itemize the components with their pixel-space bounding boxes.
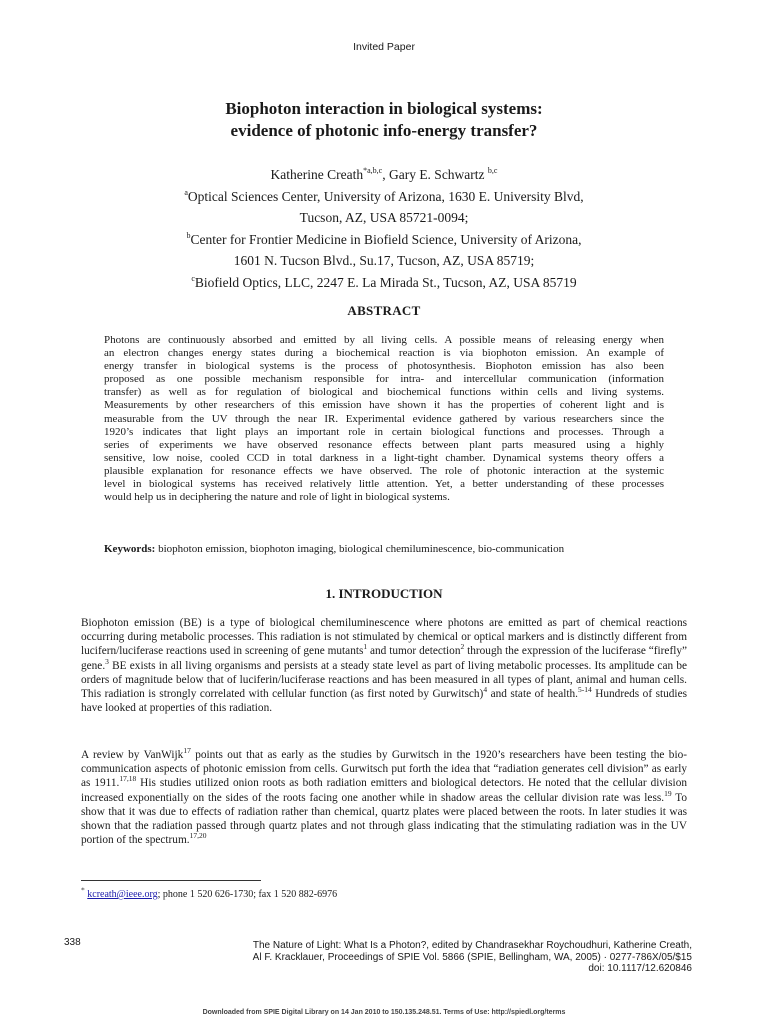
paper-title [0, 98, 768, 142]
keywords-text: biophoton emission, biophoton imaging, biological chemiluminescence, bio-communication [155, 543, 565, 555]
affiliation-c-label: c [191, 273, 195, 283]
affiliation-a [0, 186, 768, 208]
footnote-divider [81, 880, 261, 881]
abstract-line: energy transfer in biological systems is the process of photosynthesis. Biophoton emission has also been [104, 360, 664, 373]
citation-ref: 1 [363, 642, 368, 652]
citation-ref: 17 [183, 746, 191, 756]
citation-ref: 17,18 [119, 774, 137, 784]
page-number: 338 [64, 937, 81, 948]
text-run: Hundreds of studies have looked at properties of this radiation. [81, 688, 687, 715]
citation-ref: 3 [105, 656, 109, 666]
abstract-line: Measurements by other researchers of this emission have shown it has the properties of coherent light and is [104, 399, 664, 412]
text-run: Biophoton emission (BE) is a type of biological chemiluminescence where photons are emitted as part of chemical reactions occurring during metabolic processes. This radiation is not stimulated by chemical or optical markers and is distinctly different from lucifern/luciferase reactions used in screening of gene mutants [81, 617, 687, 658]
citation-line-2: Al F. Kracklauer, Proceedings of SPIE Vol. 5866 (SPIE, Bellingham, WA, 2005) · 0277-786X/05/$15 [252, 951, 692, 963]
text-run: points out that as early as the studies by Gurwitsch in the 1920’s researchers have been testing the bio-communication aspects of photonic emission from cells. Gurwitsch put forth the idea that “radiation generates cell division” as early as 1911. [81, 749, 687, 790]
abstract-line: measurable from the UV through the near IR. Experimental evidence gathered by various researchers since the [104, 412, 664, 425]
affiliation-b-text: Center for Frontier Medicine in Biofield Science, University of Arizona, [190, 231, 582, 247]
affiliation-a-text: Optical Sciences Center, University of Arizona, 1630 E. University Blvd, [187, 188, 584, 204]
text-run: His studies utilized onion roots as both radiation emitters and biological detectors. He noted that the cellular division increased exponentially on the sides of the roots facing one another while in shadow areas the cellular division rate was less. [81, 777, 687, 804]
citation-ref: 5-14 [577, 685, 592, 695]
text-run: BE exists in all living organisms and persists at a steady state level as part of living metabolic processes. Its amplitude can be orders of magnitude below that of luciferin/luciferase reactions and has been measured in all types of plant, animal and human cells. This radiation is strongly correlated with cellular function (as first noted by Gurwitsch) [81, 659, 687, 701]
footnote-contact: ; phone 1 520 626-1730; fax 1 520 882-6976 [157, 889, 338, 900]
affiliation-a-cont: Tucson, AZ, USA 85721-0094; [299, 210, 469, 226]
text-run: and tumor detection [367, 645, 461, 658]
text-run: To show that it was due to effects of radiation rather than chemical, quartz plates were placed between the roots. In later studies it was shown that the radiation passed through quartz plates and not through glass indicating that the stimulating radiation was in the UV portion of the spectrum. [81, 791, 687, 847]
title-line-1: Biophoton interaction in biological systems: [225, 99, 543, 118]
abstract-line: transfer) as well as for regulation of biological and biochemical functions within cells and living systems. [104, 386, 664, 399]
abstract-line: would help us in deciphering the nature and role of light in biological systems. [104, 491, 450, 504]
footnote [81, 885, 338, 900]
abstract-line: an electron changes energy states during a biochemical reaction is via biophoton emission. An example of [104, 347, 664, 360]
proceedings-citation [172, 940, 692, 975]
download-notice: Downloaded from SPIE Digital Library on 14 Jan 2010 to 150.135.248.51. Terms of Use: http://spiedl.org/terms [202, 1009, 566, 1016]
author-block [0, 164, 768, 294]
affiliation-b-label: b [186, 230, 191, 240]
abstract-heading: ABSTRACT [347, 303, 421, 318]
abstract-line: sensitive, low noise, cooled CCD in total darkness in a light-tight chamber. Dynamical systems theory offers a [104, 451, 664, 464]
intro-paragraph-1 [81, 616, 687, 715]
affiliation-c-text: Biofield Optics, LLC, 2247 E. La Mirada St., Tucson, AZ, USA 85719 [194, 274, 577, 290]
text-run: and state of health. [487, 688, 578, 701]
affiliation-a-label: a [184, 187, 188, 197]
affiliation-b-cont: 1601 N. Tucson Blvd., Su.17, Tucson, AZ, USA 85719; [233, 253, 535, 269]
citation-ref: 19 [664, 788, 672, 798]
citation-ref: 4 [483, 685, 488, 695]
author-2: , Gary E. Schwartz [382, 167, 485, 182]
text-run: A review by VanWijk [81, 749, 184, 761]
invited-paper-label: Invited Paper [353, 41, 415, 53]
author-line [0, 164, 768, 186]
citation-doi: doi: 10.1117/12.620846 [588, 963, 692, 975]
title-line-2: evidence of photonic info-energy transfer? [230, 121, 538, 140]
abstract-line: 1920’s indicates that light plays an important role in certain biological functions and processes. Through a [104, 425, 664, 438]
abstract-line: level in biological systems has received relatively little attention. Yet, a better understanding of these processes [104, 478, 664, 491]
affiliation-b [0, 229, 768, 251]
abstract-line: Photons are continuously absorbed and emitted by all living cells. A possible means of releasing energy when [104, 334, 664, 346]
citation-line-1: The Nature of Light: What Is a Photon?, edited by Chandrasekhar Roychoudhuri, Katherine Creath, [252, 940, 692, 951]
keywords-line [104, 543, 684, 555]
abstract-body [104, 334, 664, 504]
citation-ref: 17,20 [189, 831, 207, 841]
intro-paragraph-2 [81, 748, 687, 847]
author-1-affil: *a,b,c [363, 166, 383, 175]
text-run: through the expression of the luciferase “firefly” gene. [81, 645, 688, 672]
abstract-line: plausible explanation for resonance effects we have observed. The role of photonic interaction at the systemic [104, 464, 664, 477]
author-2-affil: b,c [487, 166, 498, 175]
citation-ref: 2 [460, 642, 465, 652]
keywords-label: Keywords: [104, 543, 156, 555]
author-email-link[interactable]: kcreath@ieee.org [87, 889, 158, 900]
section-heading-introduction: 1. INTRODUCTION [325, 586, 443, 601]
abstract-line: series of experiments we have observed resonance effects between plant parts measured using a highly [104, 438, 664, 451]
affiliation-c [0, 272, 768, 294]
abstract-line: proposed as one possible mechanism responsible for intra- and intercellular communication (information [104, 373, 664, 386]
footnote-marker: * [81, 885, 85, 895]
author-1: Katherine Creath [270, 167, 364, 182]
